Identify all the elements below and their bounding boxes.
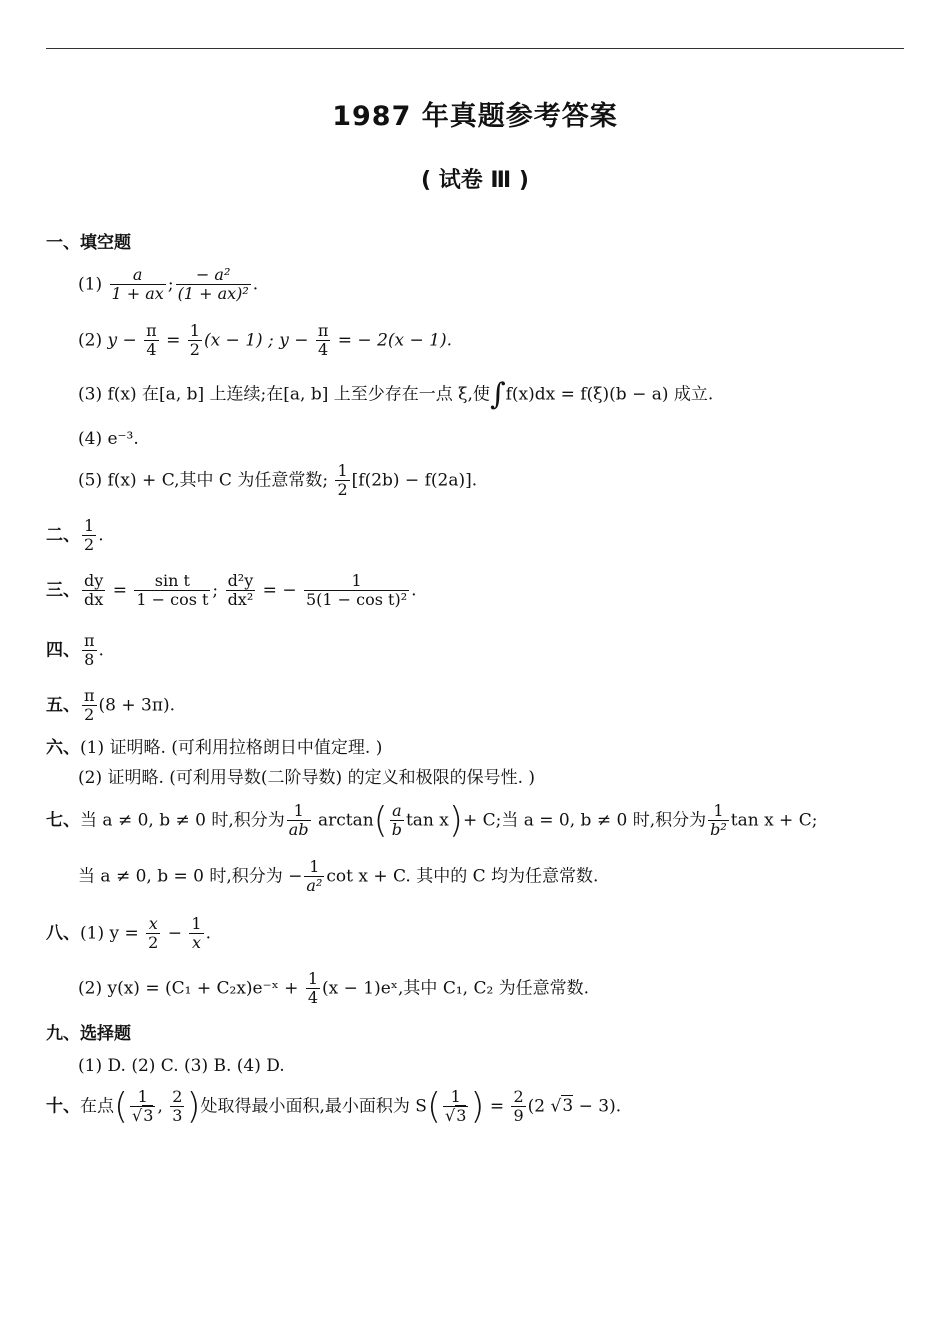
right-paren-icon: ) bbox=[448, 799, 463, 841]
fraction: $\frac{dy}{dx}$ bbox=[84, 571, 104, 610]
fraction: $\frac{\pi}{4}$ bbox=[146, 321, 157, 360]
fraction: $\frac{1}{\text{a²}}$ bbox=[306, 857, 323, 896]
section-9-answers: (1) D. (2) C. (3) B. (4) D. bbox=[78, 1056, 285, 1076]
section-7-line-1: 七、当 a ≠ 0, b ≠ 0 时,积分为 $\frac{1}{ab}$ arctan( $\frac{a}{b}$ tan x)+ C;当 a = 0, b ≠ 0 时,积分为 $\frac{1}{\text{b²}}$ tan x + C; bbox=[46, 799, 818, 841]
right-paren-icon: ) bbox=[470, 1085, 485, 1127]
fraction: $\frac{1}{\text{b²}}$ bbox=[710, 801, 727, 840]
fraction: $\frac{\pi}{8}$ bbox=[84, 631, 95, 670]
left-paren-icon: ( bbox=[114, 1085, 129, 1127]
fraction: $\frac{\pi}{4}$ bbox=[317, 321, 329, 360]
fraction: $\frac{1}{2}$ bbox=[337, 461, 348, 500]
fraction: $\frac{1}{4}$ bbox=[307, 969, 319, 1008]
section-6-line-2: (2) 证明略. (可利用导数(二阶导数) 的定义和极限的保号性. ) bbox=[78, 768, 536, 788]
section-6-line-1: 六、(1) 证明略. (可利用拉格朗日中值定理. ) bbox=[46, 738, 383, 758]
fraction: $\frac{\pi}{2}$ bbox=[84, 686, 95, 725]
section-10: 十、在点( $\frac{1}{√3}$ , $\frac{2}{3}$ )处取得最小面积,最小面积为 S( $\frac{1}{√3}$ ) = $\frac{2}{9}$ (2 √3 − 3). bbox=[46, 1085, 622, 1127]
section-7-line-2: 当 a ≠ 0, b = 0 时,积分为 − $\frac{1}{\text{a²}}$ cot x + C. 其中的 C 均为任意常数. bbox=[78, 857, 599, 896]
fraction: $\frac{1}{√3}$ bbox=[444, 1087, 467, 1126]
page-subtitle: ( 试卷 Ⅲ ) bbox=[421, 168, 529, 193]
fraction: $\frac{1}{2}$ bbox=[189, 321, 200, 360]
section-9-heading: 九、选择题 bbox=[46, 1024, 131, 1044]
fraction: $\frac{x}{2}$ bbox=[148, 914, 159, 953]
fraction: $\frac{2}{3}$ bbox=[172, 1087, 183, 1126]
left-paren-icon: ( bbox=[373, 799, 388, 841]
fraction: $\frac{1}{√3}$ bbox=[132, 1087, 154, 1126]
top-rule bbox=[46, 48, 904, 49]
section-8-line-1: 八、(1) y = $\frac{x}{2}$ − $\frac{1}{x}$ . bbox=[46, 914, 211, 953]
fraction: $\frac{1}{\text{5(1 − cos t)²}}$ bbox=[305, 571, 408, 610]
section-8-line-2: (2) y(x) = (C₁ + C₂x)e⁻ˣ + $\frac{1}{4}$ (x − 1)eˣ,其中 C₁, C₂ 为任意常数. bbox=[78, 969, 590, 1008]
fraction: $\frac{\text{sin t}}{\text{1 − cos t}}$ bbox=[136, 571, 209, 610]
fraction: $\frac{\text{d²y}}{\text{dx²}}$ bbox=[227, 571, 254, 610]
answer-1-4: (4) e⁻³. bbox=[78, 429, 139, 449]
fraction: $\frac{\text{− a²}}{\text{(1 + ax)²}}$ bbox=[177, 265, 249, 304]
left-paren-icon: ( bbox=[426, 1085, 441, 1127]
section-2: 二、 $\frac{1}{2}$ . bbox=[46, 516, 104, 555]
fraction: $\frac{a}{1 + ax}$ bbox=[111, 265, 164, 304]
fraction: $\frac{2}{9}$ bbox=[513, 1087, 524, 1126]
section-5: 五、 $\frac{\pi}{2}$ (8 + 3π). bbox=[46, 686, 176, 725]
fraction: $\frac{1}{ab}$ bbox=[288, 801, 309, 840]
answer-1-3: (3) f(x) 在[a, b] 上连续;在[a, b] 上至少存在一点 ξ,使∫f(x)dx = f(ξ)(b − a) 成立. bbox=[78, 377, 714, 412]
answer-1-5: (5) f(x) + C,其中 C 为任意常数; $\frac{1}{2}$ [f(2b) − f(2a)]. bbox=[78, 461, 478, 500]
integral-sign-icon: ∫ bbox=[489, 377, 506, 412]
answer-1-1: (1) $\frac{a}{1 + ax}$ ; $\frac{\text{− a²}}{\text{(1 + ax)²}}$ . bbox=[78, 265, 259, 304]
section-4: 四、 $\frac{\pi}{8}$ . bbox=[46, 631, 104, 670]
page-title: 1987 年真题参考答案 bbox=[332, 101, 618, 132]
section-3: 三、 $\frac{dy}{dx}$ = $\frac{\text{sin t}}{\text{1 − cos t}}$ ; $\frac{\text{d²y}}{\text{dx²}}$ = − $\frac{1}{\text{5(1 − cos t)²}}$ . bbox=[46, 571, 417, 610]
fraction: $\frac{1}{2}$ bbox=[84, 516, 95, 555]
answer-1-2: (2) y − $\frac{\pi}{4}$ = $\frac{1}{2}$ (x − 1) ; y − $\frac{\pi}{4}$ = − 2(x − 1). bbox=[78, 321, 453, 360]
fraction: $\frac{1}{x}$ bbox=[191, 914, 202, 953]
fraction: $\frac{a}{b}$ bbox=[391, 801, 402, 840]
right-paren-icon: ) bbox=[186, 1085, 201, 1127]
section-1-heading: 一、填空题 bbox=[46, 233, 131, 253]
